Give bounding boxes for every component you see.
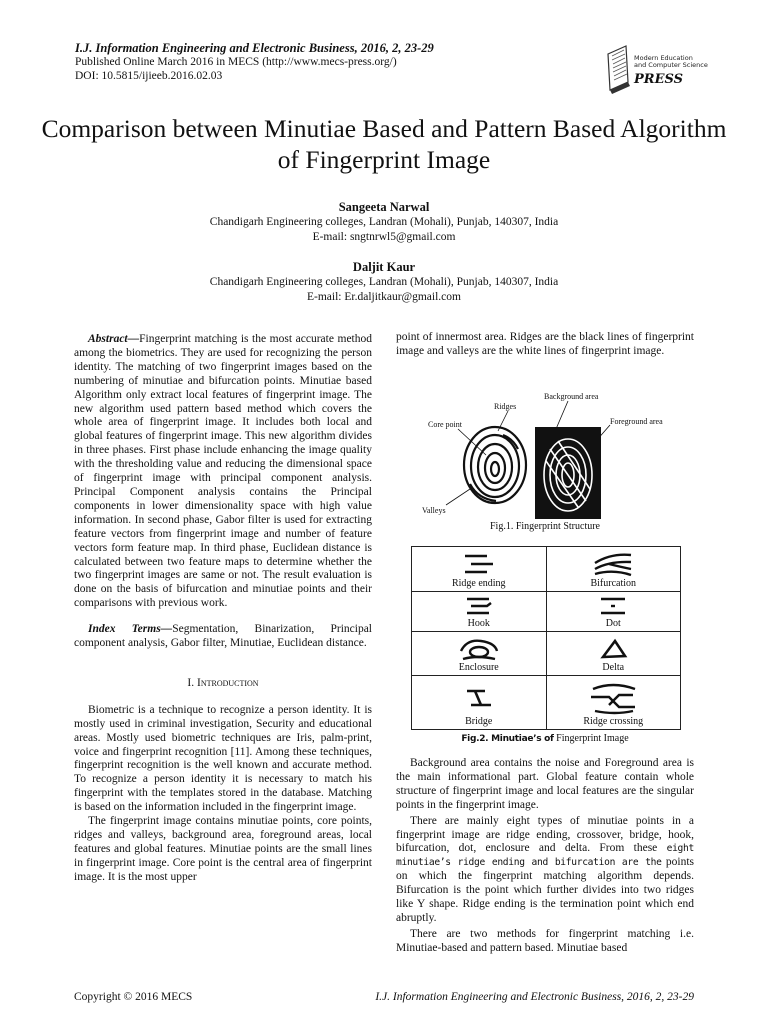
figure1-caption: Fig.1. Fingerprint Structure [490,521,600,532]
p2-end: points on which the fingerprint matching algorithm depends. Bifurcation is the point which further divides into two ridges like Y shape. Ridge ending is the termination point which end abruptly. [396,856,694,924]
journal-header [75,41,434,83]
figure2-caption-rest: Fingerprint Image [553,733,629,744]
abstract-lead: Abstract— [88,333,140,345]
enclosure-glyph [457,637,501,661]
author-email: E-mail: Er.daljitkaur@gmail.com [307,291,461,303]
section-heading: I. Introduction [187,676,259,689]
p2-mono: eight minutiae’s ridge ending and bifurcation are the [396,843,694,869]
journal-line: I.J. Information Engineering and Electronic Business, 2016, 2, 23-29 [75,41,434,55]
cell-label: Ridge crossing [583,716,644,727]
cell-label: Ridge ending [451,578,506,589]
index-terms [74,623,372,651]
fingerprint-image-left [464,427,526,503]
hook-glyph [459,595,499,617]
minutiae-cell [546,632,681,676]
minutiae-cell [412,676,547,730]
minutiae-table [411,546,681,730]
fingerprint-image-right [535,427,601,519]
cell-label: Bridge [465,716,493,727]
author-name: Daljit Kaur [352,260,416,274]
label-foreground-area: Foreground area [610,417,663,426]
bifurcation-glyph [591,551,635,577]
author-affiliation: Chandigarh Engineering colleges, Landran (Mohali), Punjab, 140307, India [209,216,559,228]
index-terms-lead: Index Terms— [88,623,173,636]
author-name: Sangeeta Narwal [338,200,430,214]
fingerprint-structure-figure [418,389,688,519]
right-column-body [396,757,694,956]
p2-start: There are mainly eight types of minutiae points in a fingerprint image are ridge ending, crossover, bridge, hook, bifurcation, dot, enclosure and delta. From these [396,814,694,855]
logo-text-3: PRESS [634,72,683,87]
mecs-press-logo [604,42,708,94]
footer-journal: I.J. Information Engineering and Electronic Business, 2016, 2, 23-29 [375,991,694,1003]
footer-copyright: Copyright © 2016 MECS [74,991,193,1003]
left-column [74,333,372,885]
logo-text-1: Modern Education [634,54,693,62]
logo-text-2: and Computer Science [634,61,708,69]
figure2-caption [396,733,694,744]
abstract-text: Fingerprint matching is the most accurate method among the biometrics. They are used for recognizing the person identity. The matching of two fingerprint images based on the numbering of minutiae and bifurcation points. Minutiae based Algorithm only extract local features of fingerprint image. The new algorithm used pattern based method which covers the whole area of fingerprint image. It includes both local and global features of fingerprint image. This new algorithm divides in three phases. First phase include enhancing the image quality with the thresholding value and reducing the dimensional space of fingerprint image with principal component analysis. Principal Component analysis contains the Principal components in lower dimensionality space with high value information. In second phase, Gabor filter is used for extracting feature vectors from fingerprint image and number of feature vectors form feature map. In third phase, Euclidean distance is calculated between two feature maps to determine whether the two fingerprint images are same or not. The result evaluation is done on the basis of bifurcation and minutiae points and their comparisons with previous work. [74,333,372,610]
cell-label: Delta [602,662,625,673]
delta-glyph [593,637,633,661]
right-paragraph-2 [396,815,694,926]
label-ridges: Ridges [494,402,517,411]
figure2-caption-bold: Fig.2. Minutiae’s of [461,734,554,744]
intro-paragraph-1: Biometric is a technique to recognize a person identity. It is mostly used in criminal investigation, Security and educational areas. Mostly used biometric techniques are Iris, palm-print, voice and fingerprint recognition [11]. Among these techniques, fingerprint recognition is the well known and accurate method. To recognize a person identity it is necessary to match his fingerprint with the templates stored in the database. Matching is based on the information included in the fingerprint image. [74,703,372,814]
minutiae-cell [546,676,681,730]
label-valleys: Valleys [422,506,446,515]
right-paragraph-3: There are two methods for fingerprint matching i.e. Minutiae-based and pattern based. Minutiae based [396,927,694,954]
minutiae-cell [412,547,547,592]
label-background-area: Background area [544,392,599,401]
cell-label: Bifurcation [590,578,637,589]
published-line: Published Online March 2016 in MECS (http://www.mecs-press.org/) [75,56,397,68]
minutiae-cell [412,632,547,676]
author-block-2 [40,260,728,305]
abstract [74,333,372,611]
paper-title: Comparison between Minutiae Based and Pattern Based Algorithm of Fingerprint Image [41,114,727,174]
cell-label: Dot [605,618,621,629]
right-paragraph-1: Background area contains the noise and Foreground area is the main informational part. Global feature contain whole structure of fingerprint image and local features are the singular points in the fingerprint image. [396,757,694,811]
bridge-glyph [459,683,499,715]
minutiae-cell [546,547,681,592]
author-email: E-mail: sngtnrwl5@gmail.com [312,231,456,243]
index-terms-text: Segmentation, Binarization, Principal component analysis, Gabor filter, Minutiae, Euclidean distance. [74,623,372,650]
author-block-1 [40,200,728,245]
label-core-point: Core point [428,420,462,429]
dot-glyph [593,595,633,617]
minutiae-cell [546,592,681,632]
right-top-paragraph: point of innermost area. Ridges are the black lines of fingerprint image and valleys are the white lines of fingerprint image. [396,331,694,357]
right-column-top [396,331,694,359]
ridge-ending-glyph [459,551,499,577]
cell-label: Hook [467,618,490,629]
intro-paragraph-2: The fingerprint image contains minutiae points, core points, ridges and valleys, background area, foreground areas, local features and global features. Minutiae points are the small lines in fingerprint image. Core point is the central area of fingerprint image. It is the most upper [74,815,372,883]
author-affiliation: Chandigarh Engineering colleges, Landran (Mohali), Punjab, 140307, India [209,276,559,288]
minutiae-cell [412,592,547,632]
cell-label: Enclosure [458,662,499,673]
ridge-crossing-glyph [585,681,641,715]
doi-line: DOI: 10.5815/ijieeb.2016.02.03 [75,70,223,82]
